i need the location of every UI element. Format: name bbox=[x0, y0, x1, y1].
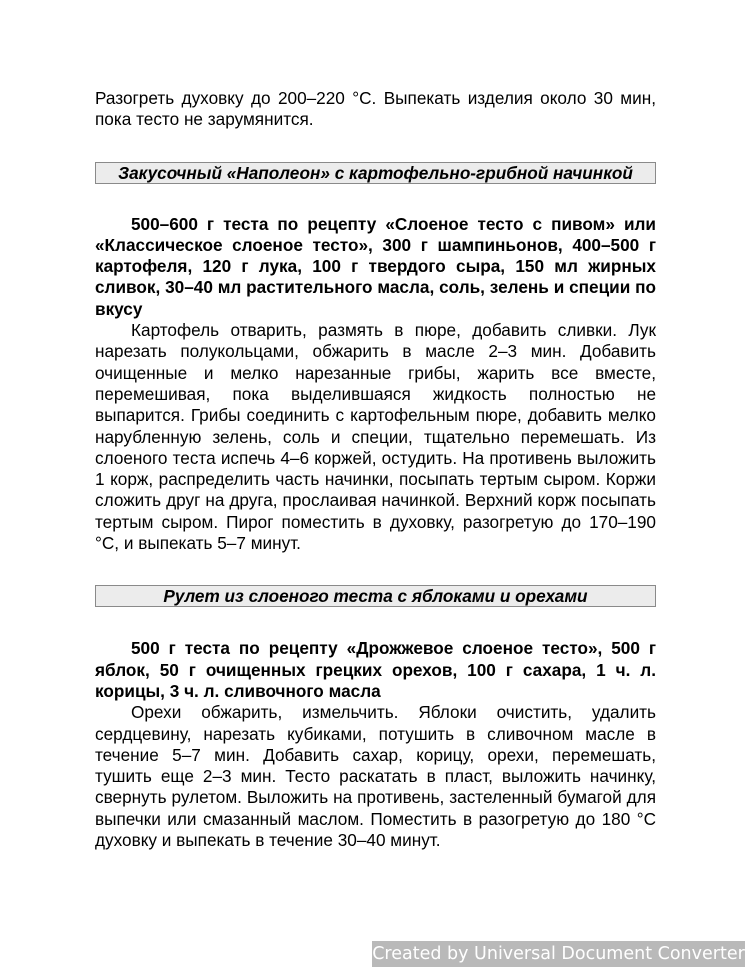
recipe-title-napoleon: Закусочный «Наполеон» с картофельно-грибной начинкой bbox=[95, 162, 656, 184]
recipe-ingredients-napoleon: 500–600 г теста по рецепту «Слоеное тесто с пивом» или «Классическое слоеное тесто», 300 г шампиньонов, 400–500 г картофеля, 120 г лука, 100 г твердого сыра, 150 мл жирных сливок, 30–40 мл растительного масла, соль, зелень и специи по вкусу bbox=[95, 213, 656, 319]
recipe-title-roll: Рулет из слоеного теста с яблоками и орехами bbox=[95, 585, 656, 607]
recipe-instructions-roll: Орехи обжарить, измельчить. Яблоки очистить, удалить сердцевину, нарезать кубиками, потушить в сливочном масле в течение 5–7 мин. Добавить сахар, корицу, орехи, перемешать, тушить еще 2–3 мин. Тесто раскатать в пласт, выложить начинку, свернуть рулетом. Выложить на противень, застеленный бумагой для выпечки или смазанный маслом. Поместить в разогретую до 180 °С духовку и выпекать в течение 30–40 минут. bbox=[95, 702, 656, 851]
converter-watermark: Created by Universal Document Converter bbox=[372, 941, 745, 967]
intro-paragraph: Разогреть духовку до 200–220 °С. Выпекать изделия около 30 мин, пока тесто не зарумянится. bbox=[95, 88, 656, 130]
recipe-instructions-napoleon: Картофель отварить, размять в пюре, добавить сливки. Лук нарезать полукольцами, обжарить в масле 2–3 мин. Добавить очищенные и мелко нарезанные грибы, жарить все вместе, перемешивая, пока выделившаяся жидкость полностью не выпарится. Грибы соединить с картофельным пюре, добавить мелко нарубленную зелень, соль и специи, тщательно перемешать. Из слоеного теста испечь 4–6 коржей, остудить. На противень выложить 1 корж, распределить часть начинки, посыпать тертым сыром. Коржи сложить друг на друга, прослаивая начинкой. Верхний корж посыпать тертым сыром. Пирог поместить в духовку, разогретую до 170–190 °С, и выпекать 5–7 минут. bbox=[95, 320, 656, 554]
document-page bbox=[95, 88, 656, 851]
recipe-ingredients-roll: 500 г теста по рецепту «Дрожжевое слоеное тесто», 500 г яблок, 50 г очищенных грецких орехов, 100 г сахара, 1 ч. л. корицы, 3 ч. л. сливочного масла bbox=[95, 638, 656, 701]
